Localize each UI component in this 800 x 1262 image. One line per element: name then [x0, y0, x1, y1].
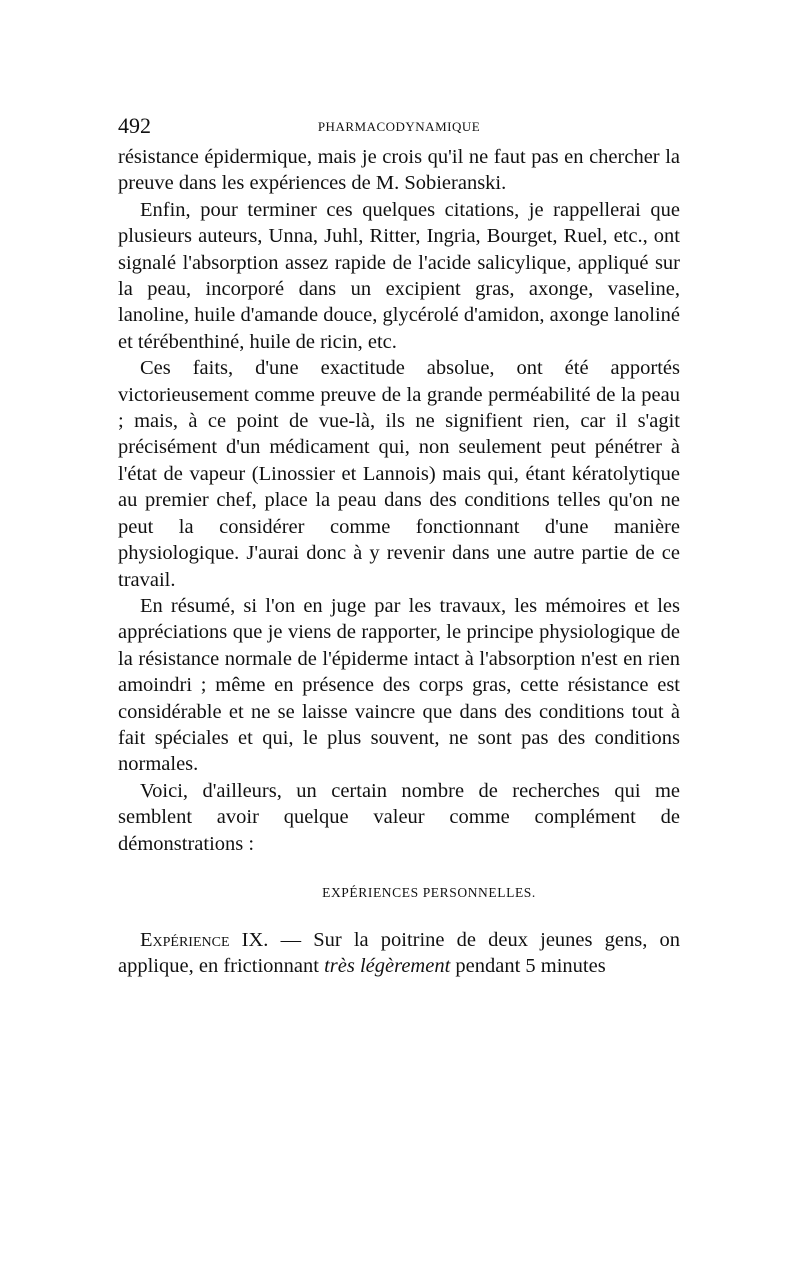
- experiment-text: — Sur la poitrine de deux jeunes gens, on applique, en frictionnant: [118, 928, 680, 978]
- running-head: [118, 112, 680, 144]
- paragraph: résistance épidermique, mais je crois qu'il ne faut pas en chercher la preuve dans les expériences de M. Sobieranski.: [118, 146, 680, 195]
- paragraph: Enfin, pour terminer ces quelques citations, je rappellerai que plusieurs auteurs, Unna, Juhl, Ritter, Ingria, Bourget, Ruel, etc., ont signalé l'absorption assez rapide de l'acide salicylique, appliqué sur la peau, incorporé dans un excipient gras, axonge, vaseline, lanoline, huile d'amande douce, glycérolé d'amidon, axonge lanoliné et térébenthiné, huile de ricin, etc.: [118, 198, 680, 353]
- paragraph: En résumé, si l'on en juge par les travaux, les mémoires et les appréciations que je viens de rapporter, le principe physiologique de la résistance normale de l'épiderme intact à l'absorption n'est en rien amoindri ; même en présence des corps gras, cette résistance est considérable et ne se laisse vaincre que dans des conditions tout à fait spéciales et qui, le plus souvent, ne sont pas des conditions normales.: [118, 594, 680, 776]
- paragraph: Voici, d'ailleurs, un certain nombre de recherches qui me semblent avoir quelque valeur comme complément de démonstrations :: [118, 779, 680, 855]
- experiment-paragraph: [118, 927, 680, 980]
- experiment-text-end: pendant 5 minutes: [450, 955, 606, 978]
- experiment-emphasis: très légèrement: [324, 955, 451, 978]
- page-number: 492: [118, 113, 151, 138]
- paragraph: Ces faits, d'une exactitude absolue, ont été apportés victorieusement comme preuve de la grande perméabilité de la peau ; mais, à ce point de vue-là, ils ne signifient rien, car il s'agit précisément d'un médicament qui, non seulement peut pénétrer à l'état de vapeur (Linossier et Lannois) mais qui, étant kératolytique au premier chef, place la peau dans des conditions telles qu'on ne peut la considérer comme fonctionnant d'une manière physiologique. J'aurai donc à y revenir dans une autre partie de ce travail.: [118, 357, 680, 591]
- running-title: PHARMACODYNAMIQUE: [317, 119, 481, 134]
- section-heading: EXPÉRIENCES PERSONNELLES.: [322, 884, 536, 900]
- book-page: [118, 112, 680, 980]
- experiment-label: Expérience IX.: [140, 928, 269, 951]
- body-text: [118, 144, 680, 980]
